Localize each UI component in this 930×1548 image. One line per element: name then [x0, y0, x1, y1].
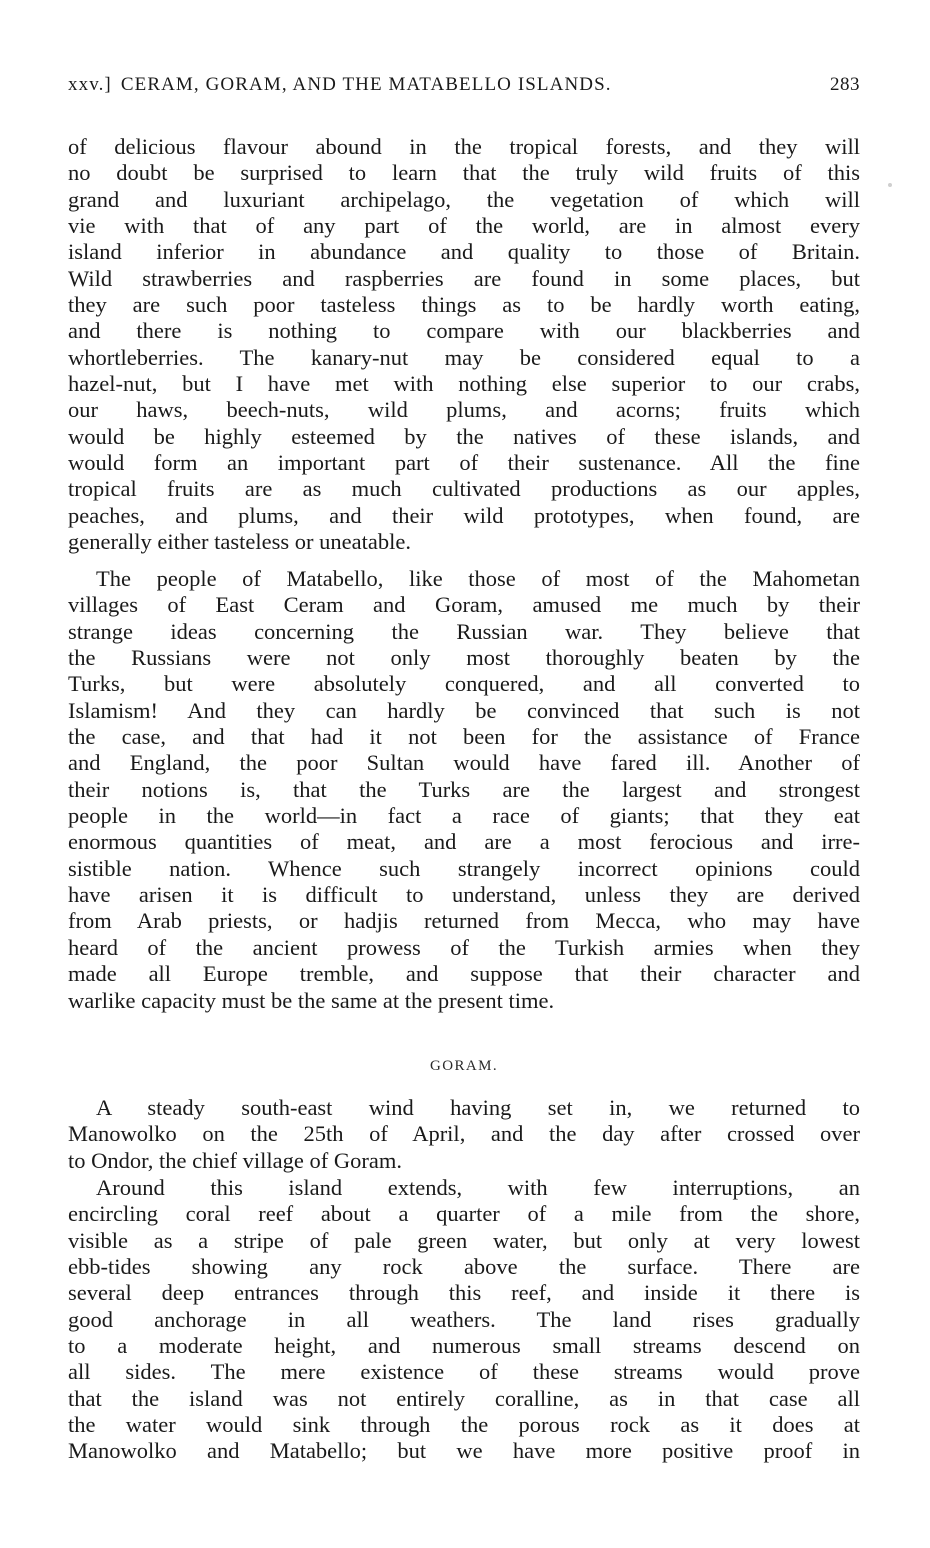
text-line: the case, and that had it not been for the assistance of France: [68, 724, 860, 750]
text-line: and England, the poor Sultan would have fared ill. Another of: [68, 750, 860, 776]
paper-speck: [888, 183, 892, 187]
text-line: strange ideas concerning the Russian war. They believe that: [68, 618, 860, 644]
text-line: Turks, but were absolutely conquered, and all converted to: [68, 671, 860, 697]
page-number: 283: [830, 74, 860, 95]
text-line: would form an important part of their sustenance. All the fine: [68, 450, 860, 476]
text-line: peaches, and plums, and their wild prototypes, when found, are: [68, 502, 860, 528]
text-line: from Arab priests, or hadjis returned from Mecca, who may have: [68, 908, 860, 934]
text-line: of delicious flavour abound in the tropical forests, and they will: [68, 134, 860, 159]
chapter-number: xxv.]: [68, 74, 112, 95]
text-line: the Russians were not only most thoroughly beaten by the: [68, 645, 860, 671]
text-line: warlike capacity must be the same at the present time.: [68, 987, 555, 1013]
text-line: Manowolko and Matabello; but we have more positive proof in: [68, 1438, 860, 1464]
paragraph-coral-reef: [68, 1175, 860, 1465]
paragraph-continuation: [68, 134, 860, 556]
text-line: sistible nation. Whence such strangely incorrect opinions could: [68, 855, 860, 881]
text-line: to Ondor, the chief village of Goram.: [68, 1147, 402, 1173]
text-line: the water would sink through the porous rock as it does at: [68, 1412, 860, 1438]
text-line: grand and luxuriant archipelago, the vegetation of which will: [68, 186, 860, 212]
text-line: people in the world—in fact a race of giants; that they eat: [68, 803, 860, 829]
text-line: Islamism! And they can hardly be convinced that such is not: [68, 697, 860, 723]
text-line: their notions is, that the Turks are the largest and strongest: [68, 776, 860, 802]
text-line: several deep entrances through this reef, and inside it there is: [68, 1280, 860, 1306]
text-line: all sides. The mere existence of these streams would prove: [68, 1359, 860, 1385]
paragraph-russian-war: [68, 566, 860, 1014]
section-heading: GORAM.: [430, 1058, 498, 1074]
text-line: whortleberries. The kanary-nut may be considered equal to a: [68, 344, 860, 370]
text-line: Wild strawberries and raspberries are found in some places, but: [68, 265, 860, 291]
text-line: no doubt be surprised to learn that the truly wild fruits of this: [68, 160, 860, 186]
text-line: heard of the ancient prowess of the Turkish armies when they: [68, 934, 860, 960]
text-line: generally either tasteless or uneatable.: [68, 529, 411, 555]
text-line: good anchorage in all weathers. The land rises gradually: [68, 1306, 860, 1332]
text-line: hazel-nut, but I have met with nothing else superior to our crabs,: [68, 371, 860, 397]
paragraph-arrival-goram: [68, 1095, 860, 1174]
text-line: enormous quantities of meat, and are a most ferocious and irre-: [68, 829, 860, 855]
text-line: encircling coral reef about a quarter of a mile from the shore,: [68, 1201, 860, 1227]
text-line: have arisen it is difficult to understand, unless they are derived: [68, 882, 860, 908]
text-line: Around this island extends, with few interruptions, an: [96, 1175, 860, 1200]
text-line: island inferior in abundance and quality to those of Britain.: [68, 239, 860, 265]
text-line: tropical fruits are as much cultivated productions as our apples,: [68, 476, 860, 502]
text-line: ebb-tides showing any rock above the surface. There are: [68, 1254, 860, 1280]
text-line: The people of Matabello, like those of most of the Mahometan: [96, 566, 860, 591]
text-line: would be highly esteemed by the natives of these islands, and: [68, 423, 860, 449]
running-head-left: [68, 74, 612, 96]
chapter-title: CERAM, GORAM, AND THE MATABELLO ISLANDS.: [120, 74, 612, 95]
text-line: made all Europe tremble, and suppose that their character and: [68, 961, 860, 987]
text-line: to a moderate height, and numerous small streams descend on: [68, 1333, 860, 1359]
text-line: vie with that of any part of the world, are in almost every: [68, 213, 860, 239]
text-line: that the island was not entirely coralline, as in that case all: [68, 1385, 860, 1411]
text-line: visible as a stripe of pale green water, but only at very lowest: [68, 1227, 860, 1253]
text-line: villages of East Ceram and Goram, amused me much by their: [68, 592, 860, 618]
text-line: A steady south-east wind having set in, we returned to: [96, 1095, 860, 1120]
text-line: they are such poor tasteless things as to be hardly worth eating,: [68, 292, 860, 318]
running-head: [68, 74, 860, 102]
text-line: and there is nothing to compare with our blackberries and: [68, 318, 860, 344]
text-line: our haws, beech-nuts, wild plums, and acorns; fruits which: [68, 397, 860, 423]
text-line: Manowolko on the 25th of April, and the day after crossed over: [68, 1121, 860, 1147]
